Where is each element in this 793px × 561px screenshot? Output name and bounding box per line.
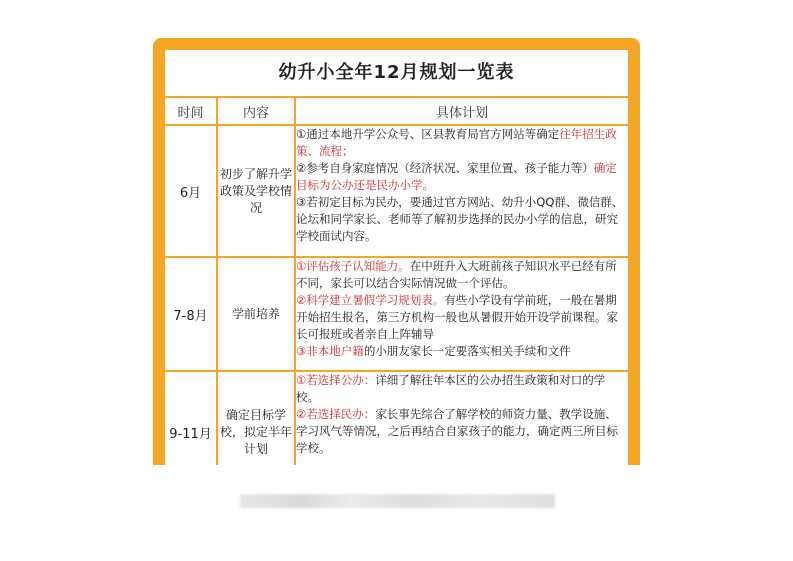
highlight-text: ②若选择民办： [296,407,376,421]
blurred-caption [240,494,555,508]
plan-text: ①通过本地升学公众号、区县教育局官方网站等确定 [296,127,560,141]
header-plan: 具体计划 [295,98,628,125]
row-content: 确定目标学校，拟定半年计划 [217,371,295,465]
highlight-text: 往年招生政策、流程； [296,127,617,158]
table-row [165,125,628,257]
plan-item [296,292,628,343]
planning-table [165,98,628,465]
highlight-text: 确定目标为公办还是民办小学。 [296,161,617,192]
plan-text: ②参考自身家庭情况（经济状况、家里位置、孩子能力等） [296,161,594,175]
plan-item [296,258,628,292]
row-detail [295,257,628,371]
plan-text: 有些小学设有学前班，一般在暑期开始招生报名，第三方机构一般也从暑假开始开设学前课程。家长可报班或者亲自上阵辅导 [296,293,618,341]
highlight-text: ②科学建立暑假学习规划表。 [296,293,445,307]
header-row [165,98,628,125]
row-time: 9-11月 [165,371,217,465]
plan-text: 在中班升入大班前孩子知识水平已经有所不同，家长可以结合实际情况做一个评估。 [296,259,617,290]
row-time: 6月 [165,125,217,257]
row-time: 7-8月 [165,257,217,371]
planning-table-sheet [163,48,630,465]
plan-text: 详细了解往年本区的公办招生政策和对口的学校。 [296,373,606,404]
row-detail [295,125,628,257]
highlight-text: ①若选择公办： [296,373,376,387]
plan-item [296,194,628,245]
plan-text: ③若初定目标为民办，要通过官方网站、幼升小QQ群、微信群、论坛和同学家长、老师等了解初步选择的民办小学的信息，研究学校面试内容。 [296,195,624,243]
table-row [165,257,628,371]
plan-text: 的小朋友家长一定要落实相关手续和文件 [363,344,571,358]
row-content: 学前培养 [217,257,295,371]
table-row [165,371,628,465]
table-title: 幼升小全年12月规划一览表 [165,50,628,98]
header-content: 内容 [217,98,295,125]
planning-chart-frame [153,38,640,465]
row-content: 初步了解升学政策及学校情况 [217,125,295,257]
header-time: 时间 [165,98,217,125]
highlight-text: ①评估孩子认知能力。 [296,259,410,273]
plan-item [296,160,628,194]
plan-text: 家长事先综合了解学校的师资力量、教学设施、学习风气等情况，之后再结合自家孩子的能力，确定两三所目标学校。 [296,407,618,455]
plan-item [296,343,628,360]
plan-item [296,372,628,406]
plan-item [296,126,628,160]
plan-item [296,406,628,457]
highlight-text: ③非本地户籍 [296,344,364,358]
row-detail [295,371,628,465]
